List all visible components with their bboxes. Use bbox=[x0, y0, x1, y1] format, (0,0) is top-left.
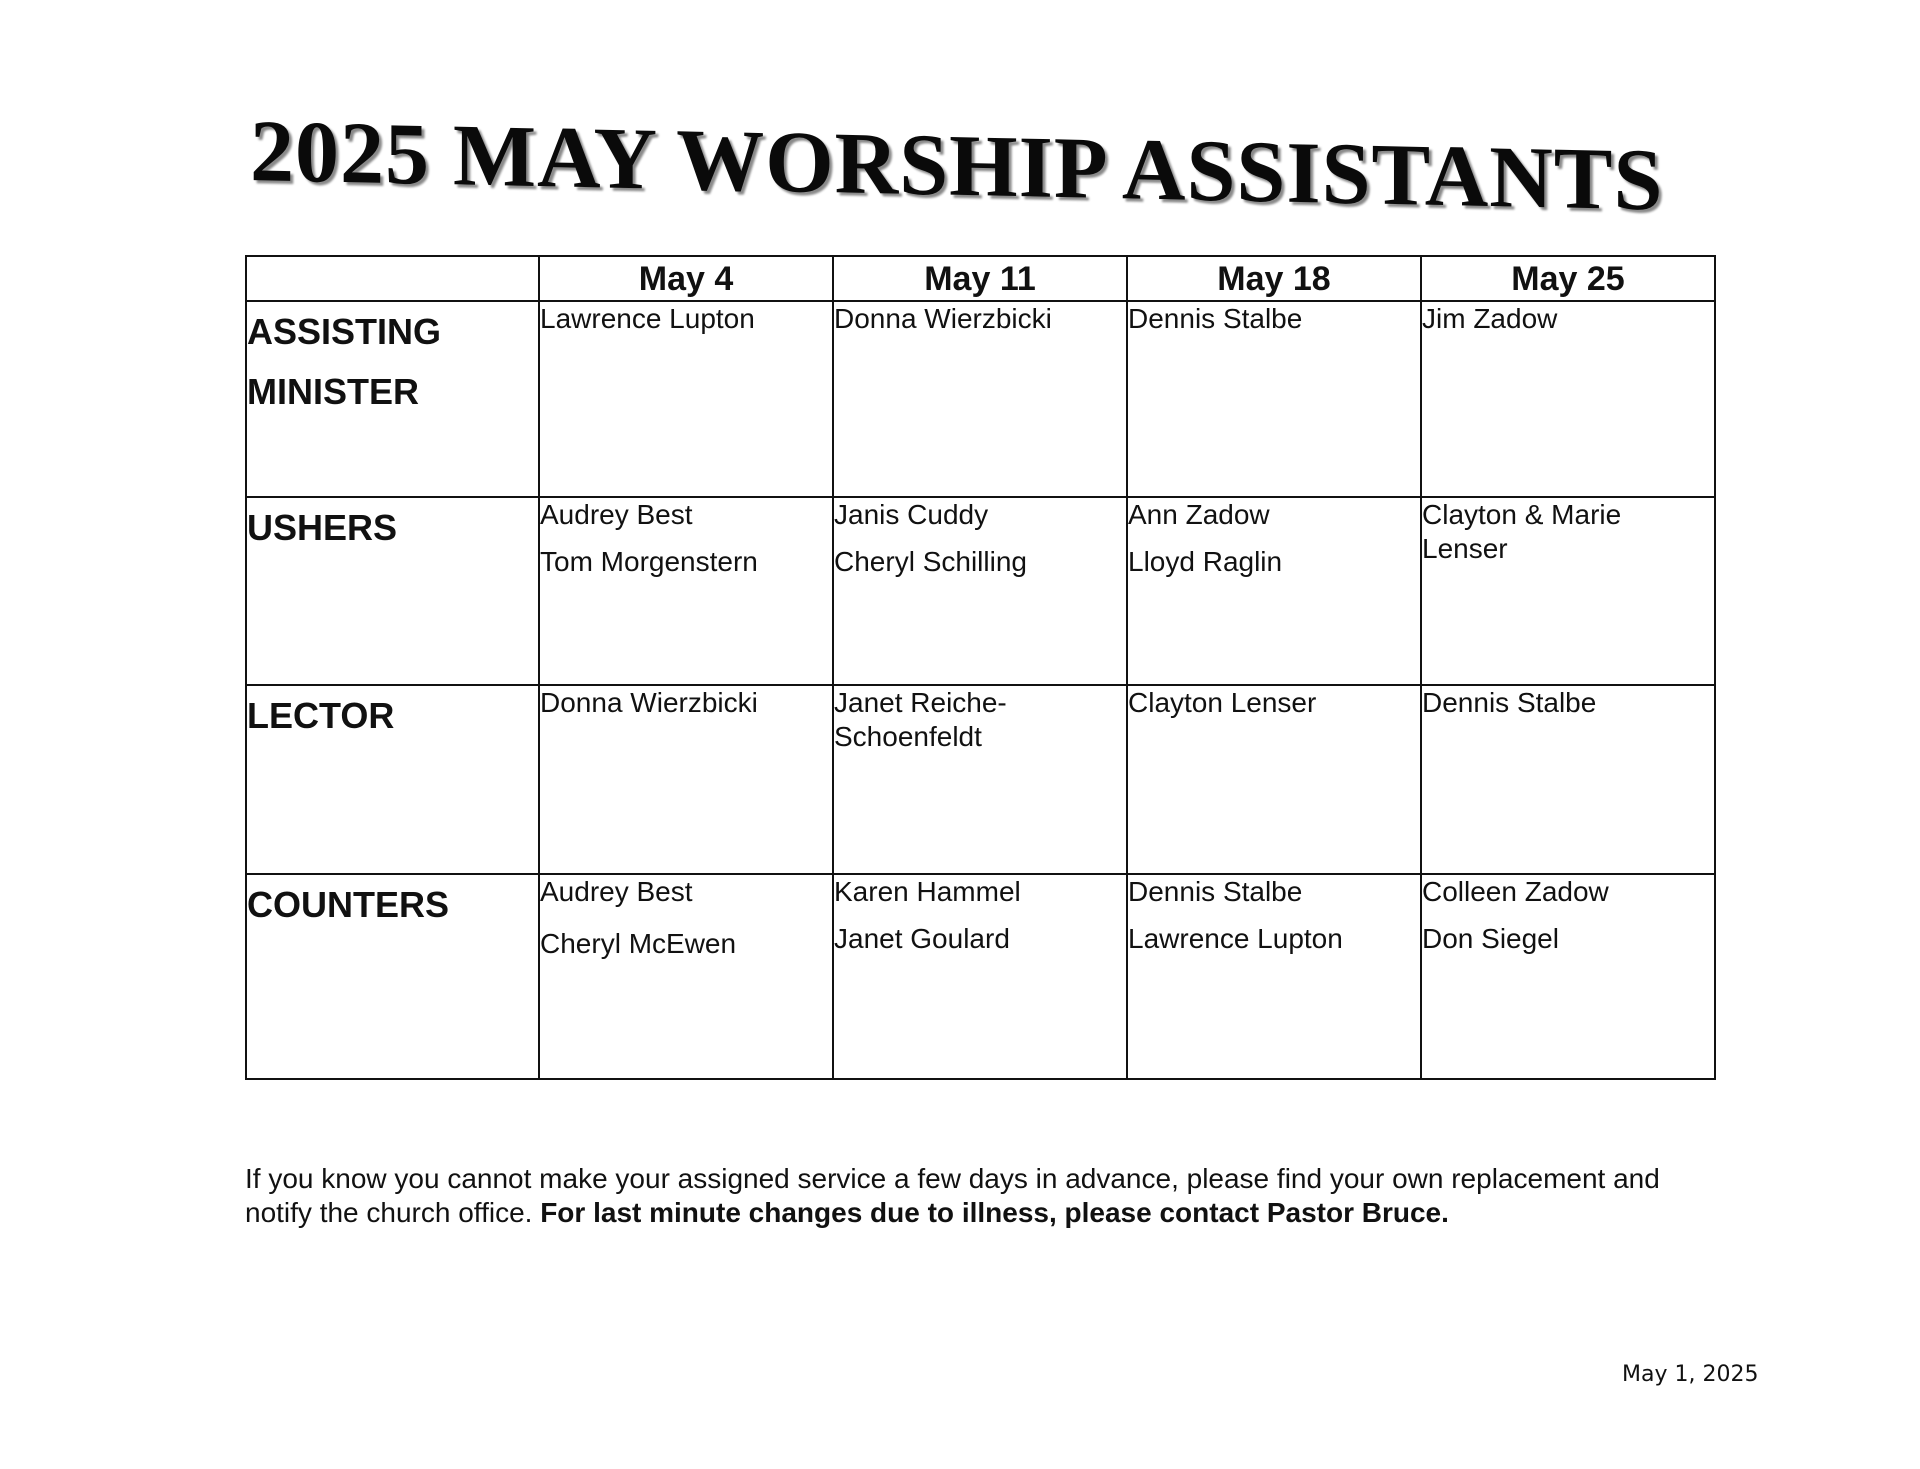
person-name: Cheryl McEwen bbox=[540, 928, 737, 959]
person-name: Ann Zadow bbox=[1128, 499, 1270, 530]
cell-lector-may-11 bbox=[833, 685, 1127, 874]
role-label-line: MINISTER bbox=[247, 371, 420, 412]
row-assisting-minister bbox=[246, 301, 1715, 497]
person-name: Janet Reiche-Schoenfeldt bbox=[834, 687, 1007, 752]
person-name: Clayton & Marie Lenser bbox=[1422, 499, 1622, 564]
cell-ushers-may-11 bbox=[833, 497, 1127, 685]
person-name: Donna Wierzbicki bbox=[834, 303, 1052, 334]
person-name: Lawrence Lupton bbox=[1128, 923, 1343, 954]
person-name: Dennis Stalbe bbox=[1128, 876, 1303, 907]
date-header-may-25: May 25 bbox=[1421, 256, 1715, 301]
header-row bbox=[246, 256, 1715, 301]
person-name: Tom Morgenstern bbox=[540, 546, 758, 577]
cell-counters-may-11 bbox=[833, 874, 1127, 1079]
note-text: If you know you cannot make your assigned service a few days in advance, please find your own replacement and notify the church office. bbox=[245, 1163, 1660, 1228]
cell-ushers-may-18 bbox=[1127, 497, 1421, 685]
cell-ushers-may-25 bbox=[1421, 497, 1715, 685]
person-name: Karen Hammel bbox=[834, 876, 1021, 907]
cell-assisting-minister-may-18 bbox=[1127, 301, 1421, 497]
cell-counters-may-25 bbox=[1421, 874, 1715, 1079]
row-lector bbox=[246, 685, 1715, 874]
schedule-table bbox=[245, 255, 1716, 1080]
replacement-note bbox=[245, 1162, 1725, 1230]
person-name: Audrey Best bbox=[540, 499, 693, 530]
cell-assisting-minister-may-25 bbox=[1421, 301, 1715, 497]
person-name: Clayton Lenser bbox=[1128, 687, 1317, 718]
date-header-may-18: May 18 bbox=[1127, 256, 1421, 301]
person-name: Lawrence Lupton bbox=[540, 303, 755, 334]
person-name: Don Siegel bbox=[1422, 923, 1559, 954]
cell-ushers-may-4 bbox=[539, 497, 833, 685]
row-counters bbox=[246, 874, 1715, 1079]
person-name: Donna Wierzbicki bbox=[540, 687, 758, 718]
person-name: Dennis Stalbe bbox=[1128, 303, 1303, 334]
person-name: Colleen Zadow bbox=[1422, 876, 1609, 907]
person-name: Lloyd Raglin bbox=[1128, 546, 1283, 577]
role-label-counters: COUNTERS bbox=[246, 874, 539, 1079]
person-name: Janis Cuddy bbox=[834, 499, 989, 530]
row-ushers bbox=[246, 497, 1715, 685]
role-label-ushers: USHERS bbox=[246, 497, 539, 685]
person-name: Janet Goulard bbox=[834, 923, 1010, 954]
corner-cell bbox=[246, 256, 539, 301]
cell-lector-may-25 bbox=[1421, 685, 1715, 874]
note-bold-text: For last minute changes due to illness, please contact Pastor Bruce. bbox=[540, 1197, 1449, 1228]
cell-counters-may-4 bbox=[539, 874, 833, 1079]
role-label-assisting-minister bbox=[246, 301, 539, 497]
cell-assisting-minister-may-4 bbox=[539, 301, 833, 497]
cell-lector-may-18 bbox=[1127, 685, 1421, 874]
cell-counters-may-18 bbox=[1127, 874, 1421, 1079]
person-name: Audrey Best bbox=[540, 876, 693, 907]
cell-lector-may-4 bbox=[539, 685, 833, 874]
person-name: Cheryl Schilling bbox=[834, 546, 1027, 577]
page-title: 2025 MAY WORSHIP ASSISTANTS bbox=[250, 103, 1664, 230]
person-name: Dennis Stalbe bbox=[1422, 687, 1597, 718]
role-label-lector: LECTOR bbox=[246, 685, 539, 874]
cell-assisting-minister-may-11 bbox=[833, 301, 1127, 497]
person-name: Jim Zadow bbox=[1422, 303, 1558, 334]
date-header-may-11: May 11 bbox=[833, 256, 1127, 301]
document-date: May 1, 2025 bbox=[1622, 1362, 1759, 1387]
role-label-line: ASSISTING bbox=[247, 311, 442, 352]
date-header-may-4: May 4 bbox=[539, 256, 833, 301]
